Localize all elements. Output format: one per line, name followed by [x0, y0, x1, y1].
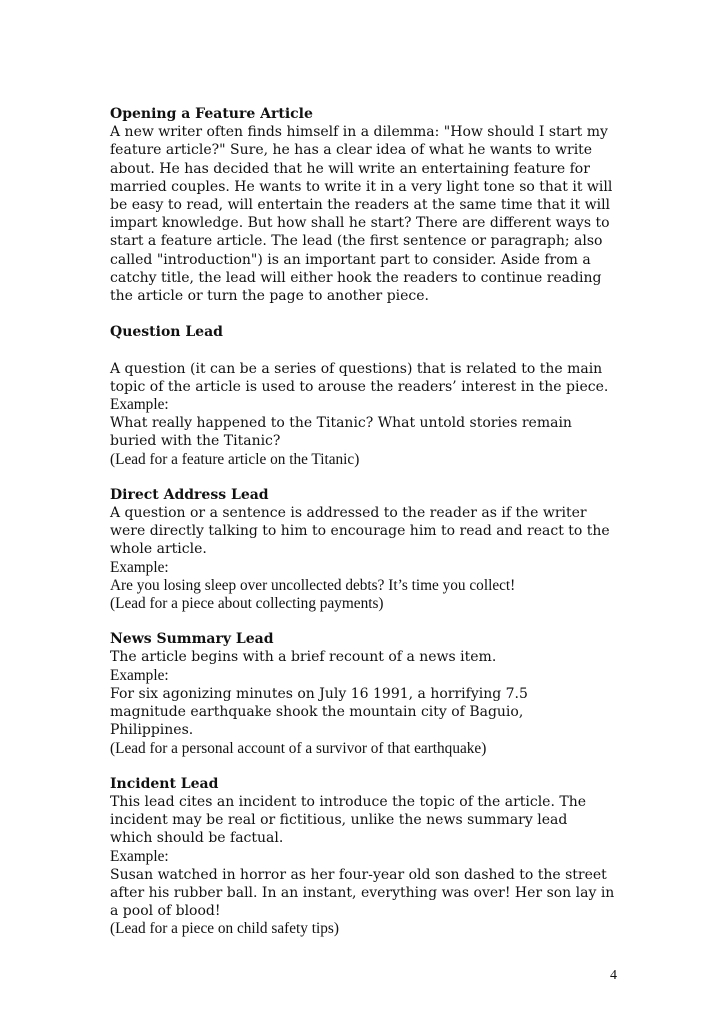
section-heading: Direct Address Lead: [110, 486, 269, 503]
body-line: A question or a sentence is addressed to the reader as if the writer: [110, 505, 587, 522]
section-heading: Question Lead: [110, 324, 223, 341]
body-line: catchy title, the lead will either hook the readers to continue reading: [110, 269, 602, 286]
section-heading: News Summary Lead: [110, 631, 274, 648]
example-note: (Lead for a personal account of a survivor of that earthquake): [110, 739, 487, 757]
example-label: Example:: [110, 847, 169, 865]
example-line: after his rubber ball. In an instant, everything was over! Her son lay in: [110, 884, 615, 901]
body-line: start a feature article. The lead (the first sentence or paragraph; also: [110, 233, 603, 250]
body-line: A question (it can be a series of questions) that is related to the main: [110, 360, 603, 377]
section-incident-lead: [110, 775, 630, 939]
example-label: Example:: [110, 396, 169, 414]
section-direct-address-lead: [110, 486, 630, 613]
body-line: be easy to read, will entertain the readers at the same time that it will: [110, 197, 611, 214]
body-line: called "introduction") is an important part to consider. Aside from a: [110, 251, 591, 268]
body-line: were directly talking to him to encourage him to read and react to the: [110, 523, 610, 540]
example-note: (Lead for a piece about collecting payments): [110, 595, 384, 613]
example-line: buried with the Titanic?: [110, 433, 281, 450]
page-number: 4: [610, 968, 617, 983]
section-heading: Opening a Feature Article: [110, 106, 313, 122]
example-line: For six agonizing minutes on July 16 1991, a horrifying 7.5: [110, 685, 528, 702]
body-line: the article or turn the page to another piece.: [110, 288, 429, 305]
body-line: married couples. He wants to write it in a very light tone so that it will: [110, 178, 613, 195]
body-line: incident may be real or fictitious, unlike the news summary lead: [110, 812, 568, 829]
section-heading: Incident Lead: [110, 775, 219, 792]
body-line: feature article?" Sure, he has a clear idea of what he wants to write: [110, 142, 593, 159]
example-line: a pool of blood!: [110, 903, 221, 920]
body-line: impart knowledge. But how shall he start? There are different ways to: [110, 215, 610, 232]
example-line: Susan watched in horror as her four-year old son dashed to the street: [110, 866, 607, 883]
example-label: Example:: [110, 558, 169, 576]
body-line: which should be factual.: [110, 830, 284, 847]
example-note: (Lead for a feature article on the Titanic): [110, 450, 360, 468]
section-opening: [110, 105, 630, 305]
body-line: The article begins with a brief recount of a news item.: [110, 649, 497, 666]
example-label: Example:: [110, 666, 169, 684]
body-line: about. He has decided that he will write an entertaining feature for: [110, 160, 590, 177]
body-line: topic of the article is used to arouse the readers’ interest in the piece.: [110, 378, 609, 395]
body-line: whole article.: [110, 541, 207, 558]
example-note: (Lead for a piece on child safety tips): [110, 920, 339, 938]
example-line: What really happened to the Titanic? What untold stories remain: [110, 415, 572, 432]
section-question-lead: [110, 323, 630, 469]
example-line: Philippines.: [110, 722, 194, 739]
document-page: [110, 105, 630, 939]
example-line: magnitude earthquake shook the mountain city of Baguio,: [110, 704, 524, 721]
example-line: Are you losing sleep over uncollected debts? It’s time you collect!: [110, 576, 516, 594]
section-news-summary-lead: [110, 630, 630, 757]
body-line: This lead cites an incident to introduce the topic of the article. The: [110, 793, 587, 810]
body-line: A new writer often finds himself in a dilemma: "How should I start my: [110, 124, 608, 141]
